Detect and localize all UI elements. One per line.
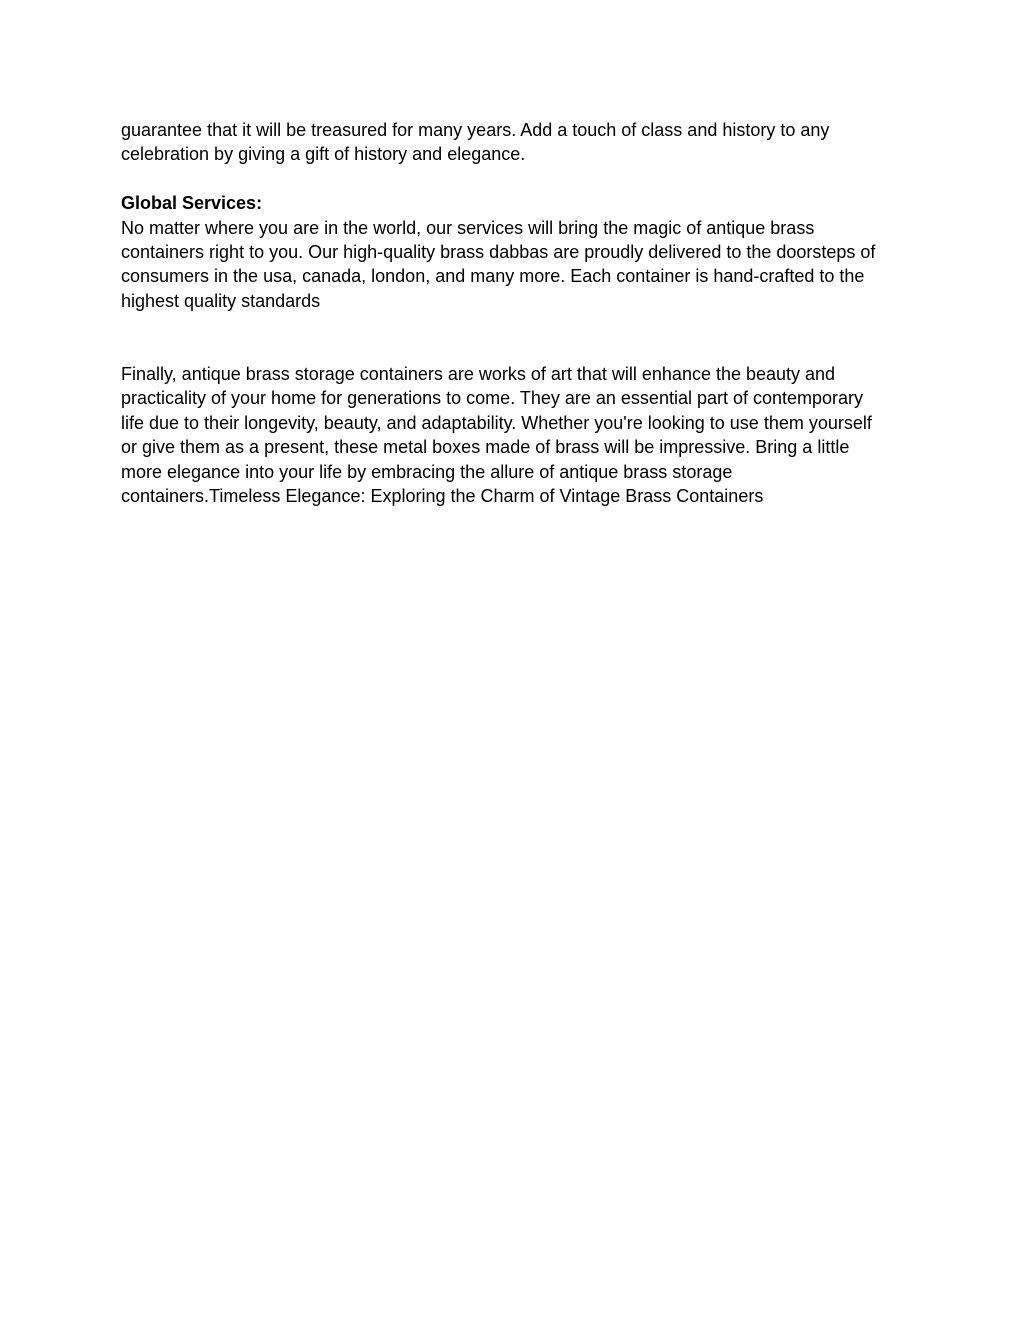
global-services-line: No matter where you are in the world, our services will bring the magic of antique brass xyxy=(121,217,815,238)
paragraph-spacer xyxy=(121,167,921,191)
global-services-line: consumers in the usa, canada, london, and many more. Each container is hand-crafted to the xyxy=(121,266,865,287)
intro-line: guarantee that it will be treasured for many years. Add a touch of class and history to any xyxy=(121,120,830,140)
conclusion-line: practicality of your home for generations to come. They are an essential part of contemporary xyxy=(121,388,864,409)
paragraph-spacer xyxy=(121,313,921,362)
intro-paragraph xyxy=(121,118,921,167)
conclusion-line: or give them as a present, these metal boxes made of brass will be impressive. Bring a little xyxy=(121,437,850,458)
conclusion-paragraph xyxy=(121,362,921,508)
intro-line: celebration by giving a gift of history and elegance. xyxy=(121,144,526,165)
conclusion-line: life due to their longevity, beauty, and adaptability. Whether you're looking to use them yourself xyxy=(121,412,872,433)
conclusion-line: more elegance into your life by embracing the allure of antique brass storage xyxy=(121,461,733,482)
global-services-line: highest quality standards xyxy=(121,290,321,311)
document-page xyxy=(121,118,921,508)
conclusion-line: containers.Timeless Elegance: Exploring the Charm of Vintage Brass Containers xyxy=(121,486,764,507)
global-services-heading: Global Services: xyxy=(121,193,263,214)
global-services-section xyxy=(121,191,921,313)
global-services-line: containers right to you. Our high-quality brass dabbas are proudly delivered to the doorsteps of xyxy=(121,242,876,263)
conclusion-line: Finally, antique brass storage containers are works of art that will enhance the beauty and xyxy=(121,364,836,385)
